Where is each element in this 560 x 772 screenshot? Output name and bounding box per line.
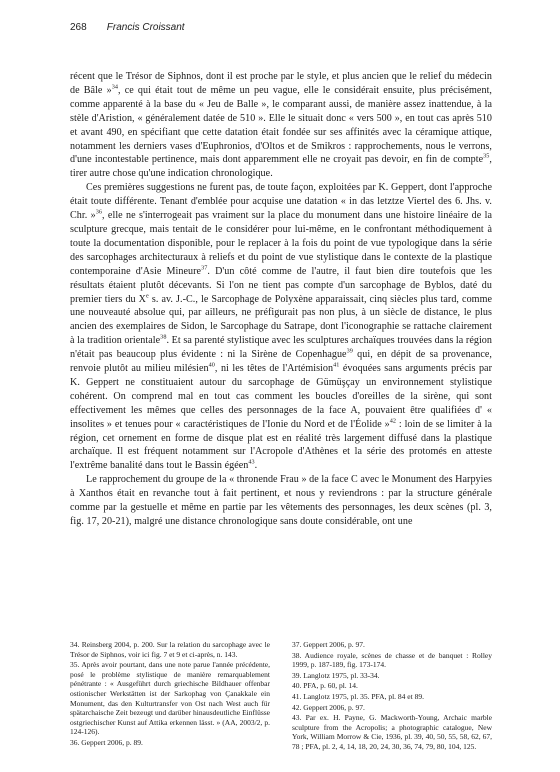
paragraph-text: . Et sa parenté stylistique avec les sculptures archaïques trouvées dans la région n'était pas beaucoup plus évidente : ni la Sirène de Copenhague [70, 335, 492, 361]
footnote: 38. Audience royale, scènes de chasse et de banquet : Rolley 1999, p. 187-189, fig. 173-174. [292, 650, 492, 670]
paragraph-text: : loin de se limiter à la région, cet ornement en forme de disque plat est en réalité très largement diffusé dans la plastique archaïque. Il est fréquent notamment sur l'Acropole d'Athènes et la série des protomés en atteste l'extrême banalité dans tout le Bassin égéen [70, 418, 492, 472]
footnote-marker: e [146, 292, 149, 300]
paragraph-text: . [254, 460, 258, 472]
footnote: 34. Reinsberg 2004, p. 200. Sur la relation du sarcophage avec le Trésor de Siphnos, voir ici fig. 7 et 9 et ci-après, n. 143. [70, 640, 270, 659]
footnotes-left-column [70, 640, 270, 753]
paragraph-text: . D'un côté comme de l'autre, il faut bien dire toutefois que les résultats étaient plutôt décevants. Si l'on ne tient pas compte d'un sarcophage de Byblos, daté du premier tiers du X [70, 265, 492, 305]
footnote-marker: 37 [201, 264, 208, 272]
paragraph-text: , tirer autre chose qu'une indication chronologique. [70, 154, 492, 180]
running-author: Francis Croissant [106, 22, 185, 33]
footnote-marker: 34 [111, 83, 118, 91]
paragraph-text: , ni les têtes de l'Artémision [214, 363, 334, 375]
footnote-marker: 36 [95, 208, 103, 216]
footnote: 35. Après avoir pourtant, dans une note parue l'année précédente, posé le problème stylistique de manière remarquablement pénétrante : « Ausgeführt durch griechische Bildhauer offenbar ostionischer Werkstätten ist der Sarkophag von Çanakkale ein Monument, das den Kulturtransfer von Ost nach West auch für spätarchaische Zeit bezeugt und darüber hinausdeutliche Einflüsse ostgriechischer Kunst auf Attika erkennen lässt. » (AA, 2003/2, p. 124-126). [70, 660, 270, 737]
footnotes-right-column [292, 640, 492, 753]
footnote: 39. Langlotz 1975, pl. 33-34. [292, 670, 380, 680]
paragraph-text: récent que le Trésor de Siphnos, dont il est proche par le style, et plus ancien que le relief du médecin de Bâle » [70, 71, 492, 96]
paragraph-text: s. av. J.-C., le Sarcophage de Polyxène apparaissait, cinq siècles plus tard, comme une nouveauté absolue qui, par ailleurs, ne préfigurait pas non plus, à un siècle de distance, le plus ancien des exemplaires de Sidon, le Sarcophage du Satrape, dont l'iconographie se rattache clairement à la tradition orientale [70, 293, 493, 347]
paragraph-text: évoquées sans arguments précis par K. Geppert ne constituaient autour du sarcophage de Gümüşçay un environnement stylistique cohérent. On comprend mal en tout cas comment les boucles d'oreilles de la sirène, qui sont effectivement les mêmes que celles des personnages de la face A, pouvaient être qualifiées d' « insolites » et tenues pour « caractéristiques de l'Ionie du Nord et de l'Éolide » [70, 363, 492, 430]
footnote: 42. Geppert 2006, p. 97. [292, 702, 365, 712]
paragraph-text: , elle ne s'interrogeait pas vraiment sur la place du monument dans une histoire linéaire de la sculpture grecque, mais tentait de le considérer pour lui-même, en le confrontant méthodiquement à toute la documentation disponible, pour le replacer à la fois du point de vue typologique dans la série des sarcophages architecturaux à reliefs et du point de vue stylistique dans le contexte de la plastique contemporaine d'Asie Mineure [70, 210, 492, 277]
footnote: 40. PFA, p. 60, pl. 14. [292, 681, 358, 691]
footnote-marker: 35 [483, 153, 490, 161]
page-number: 268 [70, 22, 87, 33]
paragraph-text: qui, en dépit de sa provenance, renvoie plutôt au milieu milésien [70, 349, 492, 375]
footnote-marker: 40 [208, 361, 215, 369]
body-paragraph [70, 70, 492, 181]
footnote-marker: 43 [248, 459, 255, 467]
body-paragraph [70, 181, 492, 473]
body-paragraph [70, 473, 492, 529]
footnote: 41. Langlotz 1975, pl. 35. PFA, pl. 84 et 89. [292, 691, 424, 701]
paragraph-text: , ce qui était tout de même un peu vague, elle le considérait ensuite, plus précisément, comme apparenté à la base du « Jeu de Balle », le comparant aussi, de manière assez inattendue, à la stèle d'Aristion, « généralement datée de 510 ». Elle le situait donc « vers 500 », en tout cas après 510 et avant 490, en spécifiant que cette datation était fondée sur ses affinités avec la céramique attique, notamment les derniers vases d'Euphronios, d'Oltos et de Smikros : rapprochements, nous le verrons, d'une incontestable pertinence, mais dont apparemment elle ne croyait pas devoir, en fin de compte [70, 84, 492, 166]
footnote: 37. Geppert 2006, p. 97. [292, 640, 365, 649]
footnote-marker: 41 [333, 361, 340, 369]
footnote-marker: 39 [346, 347, 353, 355]
body-text [70, 70, 492, 529]
footnote-marker: 42 [389, 417, 397, 425]
footnote: 43. Par ex. H. Payne, G. Mackworth-Young, Archaic marble sculpture from the Acropolis; a photographic catalogue, New York, William Morrow & Cie, 1936, pl. 39, 40, 50, 55, 58, 62, 67, 78 ; PFA, pl. 2, 4, 14, 18, 20, 24, 30, 36, 74, 79, 80, 104, 125. [292, 713, 492, 751]
paragraph-text: Le rapprochement du groupe de la « thronende Frau » de la face C avec le Monument des Harpyies à Xanthos était en revanche tout à fait pertinent, et nous y reviendrons : par la structure générale comme par la gestuelle et même en partie par les vêtements des personnages, les deux scènes (pl. 3, fig. 17, 20-21), malgré une distance chronologique sans doute considérable, ont une [70, 474, 492, 527]
paragraph-text: Ces premières suggestions ne furent pas, de toute façon, exploitées par K. Geppert, dont l'approche était toute différente. Tenant d'emblée pour acquise une datation « in das letztze Viertel des 6. Jhs. v. Chr. » [70, 182, 492, 222]
footnote: 36. Geppert 2006, p. 89. [70, 737, 143, 747]
running-header [70, 22, 185, 33]
footnote-marker: 38 [160, 333, 167, 341]
footnotes [70, 640, 492, 753]
